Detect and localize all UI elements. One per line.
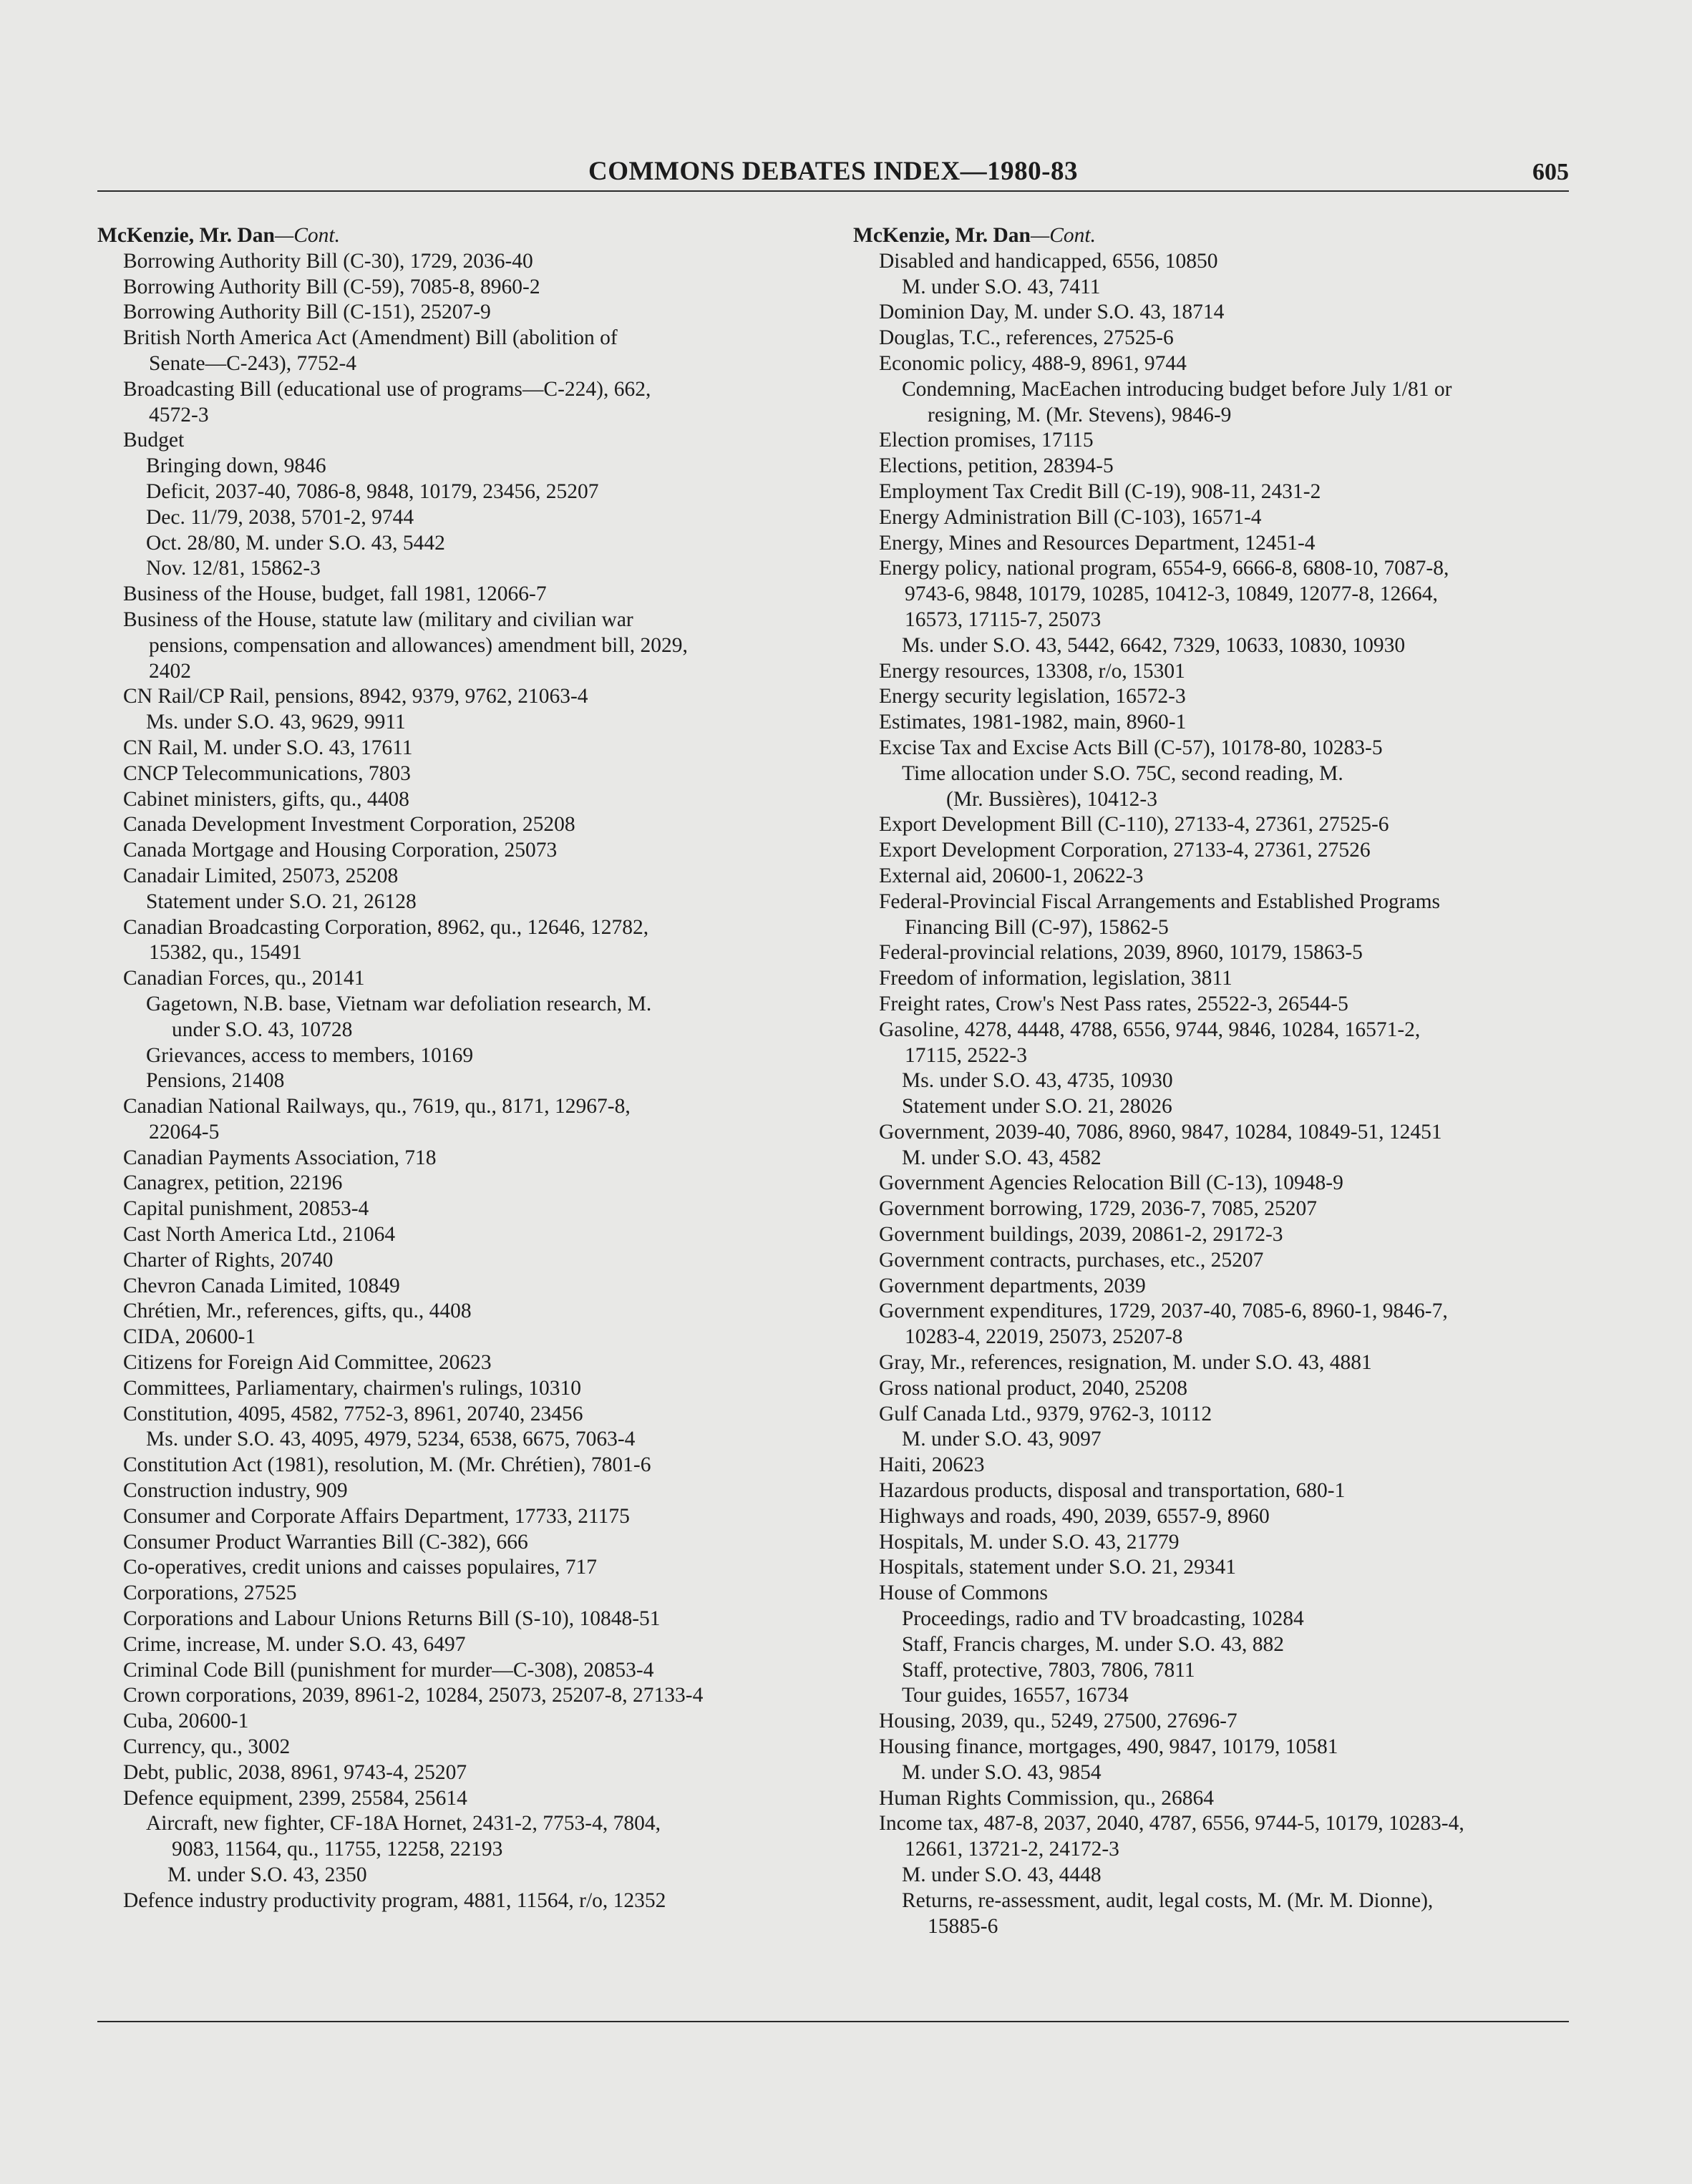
index-entry: Canagrex, petition, 22196 [123,1171,343,1195]
index-entry: Deficit, 2037-40, 7086-8, 9848, 10179, 23456, 25207 [146,479,599,503]
index-entry: M. under S.O. 43, 4448 [902,1863,1102,1886]
index-entry: Cast North America Ltd., 21064 [123,1223,396,1247]
index-entry: Canada Mortgage and Housing Corporation, 25073 [123,839,558,862]
index-entry: Constitution, 4095, 4582, 7752-3, 8961, 20740, 23456 [123,1402,583,1425]
index-entry: Gagetown, N.B. base, Vietnam war defoliation research, M. [146,992,652,1015]
index-entry: Borrowing Authority Bill (C-59), 7085-8, 8960-2 [123,275,540,298]
index-entry: Energy security legislation, 16572-3 [879,685,1186,708]
index-entry: Election promises, 17115 [879,429,1094,452]
index-entry: Douglas, T.C., references, 27525-6 [879,326,1174,350]
index-entry: Government departments, 2039 [879,1274,1146,1297]
index-entry: Chevron Canada Limited, 10849 [123,1274,400,1297]
index-entry: Corporations and Labour Unions Returns Bill (S-10), 10848-51 [123,1607,661,1631]
index-heading [97,223,820,249]
index-entry: 15382, qu., 15491 [149,941,302,965]
page-header [97,156,1569,192]
heading-continued: —Cont. [274,224,340,247]
index-entry: Broadcasting Bill (educational use of programs—C-224), 662, [123,377,651,401]
index-entry: British North America Act (Amendment) Bill (abolition of [123,326,618,350]
footer-rule [97,2021,1569,2022]
index-entry: Hazardous products, disposal and transportation, 680-1 [879,1479,1346,1503]
index-entry: Financing Bill (C-97), 15862-5 [905,915,1169,939]
index-entry: Hospitals, M. under S.O. 43, 21779 [879,1530,1180,1554]
index-entry: Ms. under S.O. 43, 5442, 6642, 7329, 10633, 10830, 10930 [902,633,1406,657]
index-entry: pensions, compensation and allowances) amendment bill, 2029, [149,633,688,657]
index-entry: Bringing down, 9846 [146,454,326,478]
index-entry: 4572-3 [149,403,209,426]
index-entry: M. under S.O. 43, 9097 [902,1428,1102,1451]
index-entry: Gross national product, 2040, 25208 [879,1376,1187,1400]
index-entry: M. under S.O. 43, 9854 [902,1760,1102,1784]
index-entry: CIDA, 20600-1 [123,1325,256,1349]
index-entry: Citizens for Foreign Aid Committee, 20623 [123,1351,492,1375]
index-entry: Consumer and Corporate Affairs Department, 17733, 21175 [123,1504,630,1528]
index-entry: Staff, protective, 7803, 7806, 7811 [902,1658,1195,1682]
index-entry: Hospitals, statement under S.O. 21, 29341 [879,1556,1236,1579]
index-entry: Canadian Payments Association, 718 [123,1146,437,1169]
index-entry: Gasoline, 4278, 4448, 4788, 6556, 9744, 9846, 10284, 16571-2, [879,1018,1421,1041]
index-entry: Oct. 28/80, M. under S.O. 43, 5442 [146,531,445,555]
index-entry: Housing finance, mortgages, 490, 9847, 10179, 10581 [879,1735,1338,1759]
index-entry: Nov. 12/81, 15862-3 [146,557,321,580]
index-entry: Canadian Broadcasting Corporation, 8962, qu., 12646, 12782, [123,915,649,939]
index-entry: 12661, 13721-2, 24172-3 [905,1838,1119,1861]
index-entry: Business of the House, statute law (military and civilian war [123,608,633,631]
index-entry: Co-operatives, credit unions and caisses populaires, 717 [123,1556,597,1579]
index-entry: Committees, Parliamentary, chairmen's rulings, 10310 [123,1376,581,1400]
index-entry: Criminal Code Bill (punishment for murder—C-308), 20853-4 [123,1658,654,1682]
index-entry: Corporations, 27525 [123,1581,297,1605]
page-number: 605 [1532,159,1569,185]
index-entry: Energy resources, 13308, r/o, 15301 [879,659,1185,683]
index-entry: Government expenditures, 1729, 2037-40, 7085-6, 8960-1, 9846-7, [879,1300,1448,1323]
index-entry: 16573, 17115-7, 25073 [905,608,1102,631]
index-entry: Business of the House, budget, fall 1981, 12066-7 [123,582,547,606]
index-entry: Proceedings, radio and TV broadcasting, 10284 [902,1607,1304,1631]
index-entry: Charter of Rights, 20740 [123,1248,334,1272]
heading-name: McKenzie, Mr. Dan [97,224,275,247]
index-entry: Freedom of information, legislation, 3811 [879,967,1232,990]
index-entry: Export Development Corporation, 27133-4, 27361, 27526 [879,839,1371,862]
index-entry: Cabinet ministers, gifts, qu., 4408 [123,787,409,811]
index-entry: Chrétien, Mr., references, gifts, qu., 4408 [123,1300,472,1323]
index-heading [853,223,1576,249]
index-entry: Cuba, 20600-1 [123,1710,249,1733]
index-entry: CNCP Telecommunications, 7803 [123,761,411,785]
index-entry: under S.O. 43, 10728 [172,1018,353,1041]
index-entry: Crown corporations, 2039, 8961-2, 10284, 25073, 25207-8, 27133-4 [123,1684,704,1707]
index-entry: M. under S.O. 43, 2350 [167,1863,367,1886]
index-entry: Elections, petition, 28394-5 [879,454,1114,478]
index-column-right [853,223,1576,1939]
index-entry: (Mr. Bussières), 10412-3 [946,787,1157,811]
index-entry: Senate—C-243), 7752-4 [149,351,357,375]
index-entry: Canada Development Investment Corporation, 25208 [123,813,575,837]
index-entry: Budget [123,429,185,452]
index-entry: Disabled and handicapped, 6556, 10850 [879,249,1218,273]
index-entry: Gray, Mr., references, resignation, M. under S.O. 43, 4881 [879,1351,1372,1375]
index-entry: 17115, 2522-3 [905,1043,1027,1067]
index-entry: Condemning, MacEachen introducing budget before July 1/81 or [902,377,1452,401]
index-entry: Canadian National Railways, qu., 7619, qu., 8171, 12967-8, [123,1095,631,1118]
index-entry: Borrowing Authority Bill (C-151), 25207-9 [123,301,491,324]
index-entry: Returns, re-assessment, audit, legal costs, M. (Mr. M. Dionne), [902,1888,1434,1912]
index-entry: Crime, increase, M. under S.O. 43, 6497 [123,1632,466,1656]
index-entry: Export Development Bill (C-110), 27133-4, 27361, 27525-6 [879,813,1389,837]
index-entry: Federal-provincial relations, 2039, 8960, 10179, 15863-5 [879,941,1363,965]
index-entry: External aid, 20600-1, 20622-3 [879,864,1144,887]
index-entry: Aircraft, new fighter, CF-18A Hornet, 2431-2, 7753-4, 7804, [146,1812,661,1836]
index-entry: Borrowing Authority Bill (C-30), 1729, 2036-40 [123,249,533,273]
index-entry: CN Rail/CP Rail, pensions, 8942, 9379, 9762, 21063-4 [123,685,588,708]
index-entry: Grievances, access to members, 10169 [146,1043,474,1067]
index-entry: 2402 [149,659,191,683]
index-entry: Canadian Forces, qu., 20141 [123,967,365,990]
index-entry: Government, 2039-40, 7086, 8960, 9847, 10284, 10849-51, 12451 [879,1120,1442,1144]
index-entry: 9743-6, 9848, 10179, 10285, 10412-3, 10849, 12077-8, 12664, [905,582,1438,606]
index-entry: CN Rail, M. under S.O. 43, 17611 [123,736,413,759]
index-entry: 10283-4, 22019, 25073, 25207-8 [905,1325,1183,1349]
header-rule [97,190,1569,192]
index-entry: M. under S.O. 43, 7411 [902,275,1101,298]
index-entry: Government contracts, purchases, etc., 25207 [879,1248,1264,1272]
index-entry: Currency, qu., 3002 [123,1735,291,1759]
index-entry: 22064-5 [149,1120,220,1144]
index-entry: Time allocation under S.O. 75C, second reading, M. [902,761,1343,785]
index-entry: resigning, M. (Mr. Stevens), 9846-9 [928,403,1232,426]
index-entry: Freight rates, Crow's Nest Pass rates, 25522-3, 26544-5 [879,992,1348,1015]
index-entry: M. under S.O. 43, 4582 [902,1146,1102,1169]
index-entry: Constitution Act (1981), resolution, M. (Mr. Chrétien), 7801-6 [123,1453,651,1477]
index-entry: Energy, Mines and Resources Department, 12451-4 [879,531,1316,555]
index-entry: Tour guides, 16557, 16734 [902,1684,1129,1707]
index-entry: Excise Tax and Excise Acts Bill (C-57), 10178-80, 10283-5 [879,736,1383,759]
index-entry: Housing, 2039, qu., 5249, 27500, 27696-7 [879,1710,1238,1733]
index-entry: Defence industry productivity program, 4881, 11564, r/o, 12352 [123,1888,666,1912]
index-entry: Pensions, 21408 [146,1069,285,1093]
index-entry: Consumer Product Warranties Bill (C-382), 666 [123,1530,528,1554]
index-entry: Government buildings, 2039, 20861-2, 29172-3 [879,1223,1283,1247]
index-entry: Energy Administration Bill (C-103), 16571-4 [879,505,1262,529]
index-entry: Defence equipment, 2399, 25584, 25614 [123,1786,467,1810]
index-entry: Employment Tax Credit Bill (C-19), 908-11, 2431-2 [879,479,1321,503]
index-entry: Human Rights Commission, qu., 26864 [879,1786,1214,1810]
index-entry: Canadair Limited, 25073, 25208 [123,864,399,887]
index-entry: 15885-6 [928,1914,998,1938]
index-entry: Dec. 11/79, 2038, 5701-2, 9744 [146,505,414,529]
index-entry: Highways and roads, 490, 2039, 6557-9, 8960 [879,1504,1270,1528]
index-entry: Ms. under S.O. 43, 4095, 4979, 5234, 6538, 6675, 7063-4 [146,1428,636,1451]
index-entry: Federal-Provincial Fiscal Arrangements and Established Programs [879,889,1441,913]
index-entry: 9083, 11564, qu., 11755, 12258, 22193 [172,1838,503,1861]
index-entry: Capital punishment, 20853-4 [123,1197,369,1221]
index-entry: Economic policy, 488-9, 8961, 9744 [879,351,1187,375]
index-entry: Energy policy, national program, 6554-9, 6666-8, 6808-10, 7087-8, [879,557,1449,580]
index-entry: Government borrowing, 1729, 2036-7, 7085, 25207 [879,1197,1318,1221]
index-entry: Staff, Francis charges, M. under S.O. 43, 882 [902,1632,1284,1656]
index-entry: Ms. under S.O. 43, 4735, 10930 [902,1069,1173,1093]
heading-continued: —Cont. [1030,224,1096,247]
index-entry: Haiti, 20623 [879,1453,985,1477]
index-entry: Statement under S.O. 21, 26128 [146,889,417,913]
index-entry: Estimates, 1981-1982, main, 8960-1 [879,711,1187,734]
page-title: COMMONS DEBATES INDEX—1980-83 [588,157,1078,186]
heading-name: McKenzie, Mr. Dan [853,224,1031,247]
index-entry: Construction industry, 909 [123,1479,348,1503]
index-column-left [97,223,820,1914]
index-entry: Income tax, 487-8, 2037, 2040, 4787, 6556, 9744-5, 10179, 10283-4, [879,1812,1464,1836]
index-entry: Ms. under S.O. 43, 9629, 9911 [146,711,406,734]
index-entry: Dominion Day, M. under S.O. 43, 18714 [879,301,1225,324]
index-entry: Statement under S.O. 21, 28026 [902,1095,1172,1118]
index-entry: Debt, public, 2038, 8961, 9743-4, 25207 [123,1760,467,1784]
index-entry: Government Agencies Relocation Bill (C-13), 10948-9 [879,1171,1343,1195]
index-entry: House of Commons [879,1581,1048,1605]
index-entry: Gulf Canada Ltd., 9379, 9762-3, 10112 [879,1402,1212,1425]
